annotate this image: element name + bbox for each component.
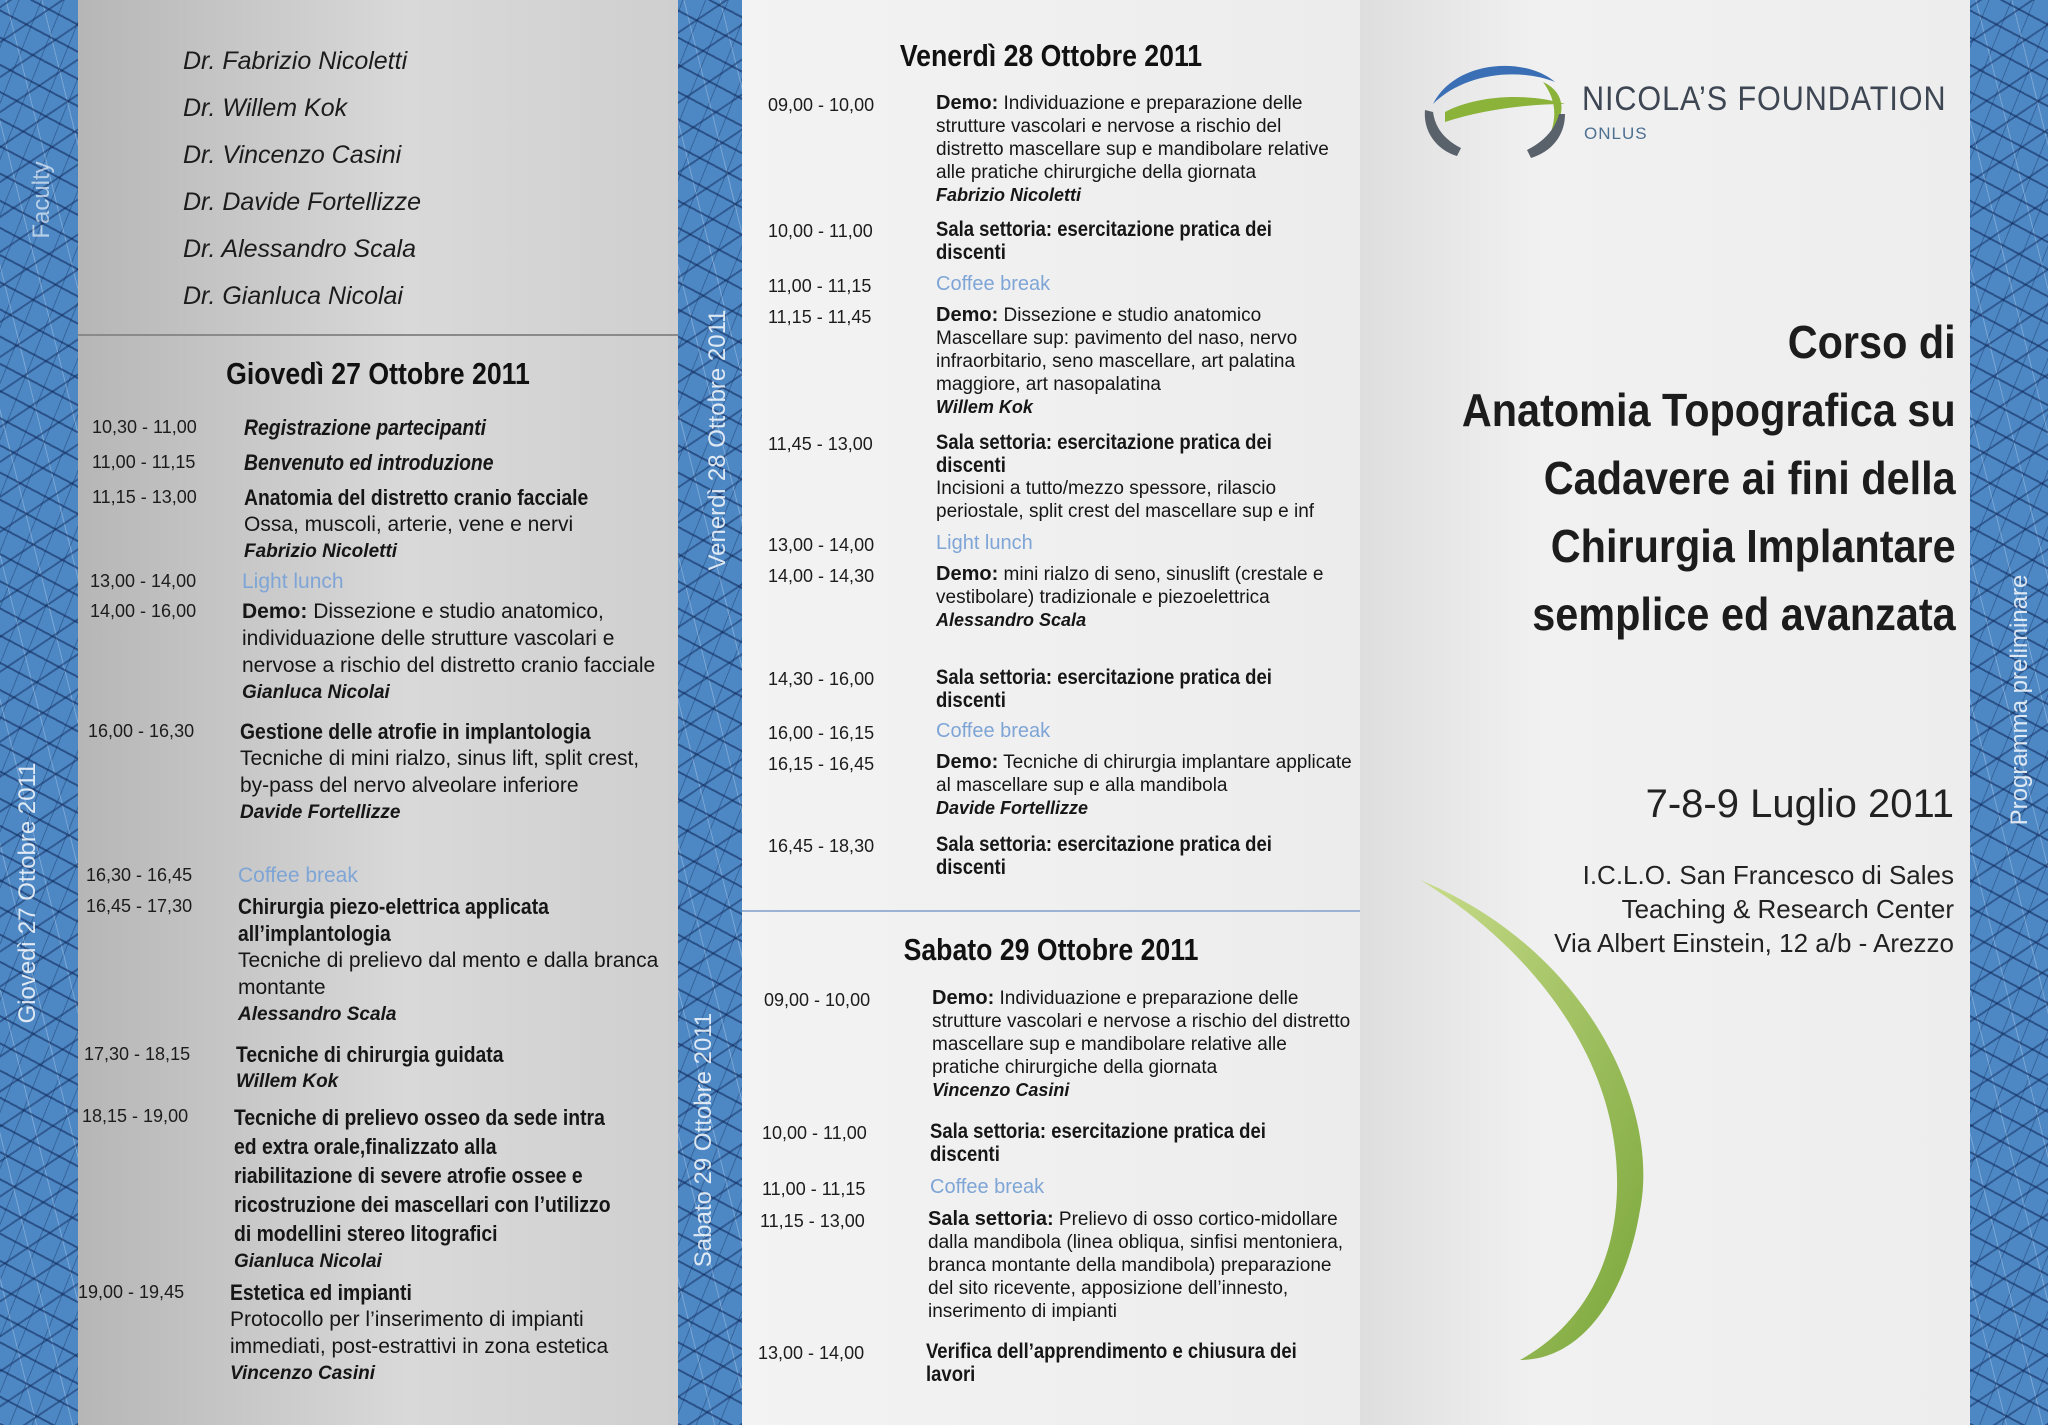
time-slot: 10,00 - 11,00 [762,1123,867,1143]
item-title: Registrazione partecipanti [244,415,487,440]
thursday-schedule [78,0,678,1425]
programma-spine-label: Programma preliminare [2006,574,2033,826]
right-spine-strip [1970,0,2048,1425]
break-label: Light lunch [242,570,344,593]
faculty-name: Dr. Willem Kok [183,94,348,122]
item-speaker: Alessandro Scala [936,610,1087,630]
panel-faculty-thursday [78,0,678,1425]
item-speaker: Fabrizio Nicoletti [936,185,1082,205]
item-prefix: Sala settoria: [928,1208,1054,1230]
course-title [1462,308,1956,648]
time-slot: 16,00 - 16,30 [88,721,195,741]
venue-line: Teaching & Research Center [1621,894,1954,924]
item-prefix: Demo: [242,600,308,623]
item-text: Tecniche di prelievo dal mento e dalla branca montante [238,949,659,999]
course-title-line: Corso di [1788,316,1956,368]
item-speaker: Davide Fortellizze [936,798,1089,818]
item-text: Tecniche di chirurgia implantare applicate al mascellare sup e alla mandibola [936,752,1352,796]
middle-spine-strip [678,0,742,1425]
faculty-name: Dr. Davide Fortellizze [183,188,422,216]
time-slot: 16,15 - 16,45 [768,754,875,774]
item-prefix: Demo: [936,751,999,773]
time-slot: 09,00 - 10,00 [764,990,871,1010]
item-speaker: Fabrizio Nicoletti [244,541,398,562]
item-text: Ossa, muscoli, arterie, vene e nervi [244,513,574,536]
time-slot: 11,00 - 11,15 [762,1179,866,1199]
item-prefix: Demo: [932,987,995,1009]
time-slot: 19,00 - 19,45 [78,1282,185,1302]
venue-line: Via Albert Einstein, 12 a/b - Arezzo [1554,928,1954,958]
time-slot: 14,00 - 14,30 [768,566,875,586]
brand-name: NICOLA’S FOUNDATION [1582,80,1947,118]
time-slot: 11,00 - 11,15 [768,276,872,296]
time-slot: 11,00 - 11,15 [92,452,196,472]
time-slot: 13,00 - 14,00 [768,535,875,555]
item-title: Sala settoria: esercitazione pratica dei discenti [930,1120,1266,1166]
break-label: Coffee break [238,864,358,887]
saturday-spine-label: Sabato 29 Ottobre 2011 [690,1012,717,1268]
time-slot: 16,45 - 17,30 [86,896,193,916]
item-text: Prelievo di osso cortico-midollare dalla mandibola (linea obliqua, sinfisi mentoniera, branca montante della mandibola) preparazione del sito ricevente, apposizione dell’innesto, inserimento di impianti [928,1209,1344,1322]
time-slot: 13,00 - 14,00 [90,571,197,591]
item-prefix: Demo: [936,563,999,585]
item-title: Tecniche di chirurgia guidata [236,1042,504,1067]
panel-friday-saturday [742,0,1360,1425]
item-title: Benvenuto ed introduzione [244,450,494,475]
venue-line: I.C.L.O. San Francesco di Sales [1582,860,1954,890]
item-text: Incisioni a tutto/mezzo spessore, rilascio periostale, split crest del mascellare sup e inf [936,478,1315,522]
item-text: Individuazione e preparazione delle strutture vascolari e nervose a rischio del distretto mascellare sup e mandibolare relative alle pratiche chirurgiche della giornata [932,988,1351,1078]
item-title: Estetica ed impianti [230,1280,412,1305]
item-speaker: Gianluca Nicolai [234,1251,382,1272]
thursday-spine-label: Giovedì 27 Ottobre 2011 [14,762,41,1024]
time-slot: 18,15 - 19,00 [82,1106,189,1126]
time-slot: 10,00 - 11,00 [768,221,873,241]
item-speaker: Alessandro Scala [238,1004,397,1025]
item-text: Tecniche di mini rialzo, sinus lift, split crest, by-pass del nervo alveolare inferiore [240,747,640,797]
foundation-logo-icon [1415,52,1575,172]
item-title: Sala settoria: esercitazione pratica dei discenti [936,833,1272,879]
faculty-spine-label: Faculty [28,161,55,239]
time-slot: 11,15 - 11,45 [768,307,872,327]
item-text: mini rialzo di seno, sinuslift (crestale e vestibolare) tradizionale e piezoelettrica [936,564,1324,608]
item-text: Dissezione e studio anatomico, individuazione delle strutture vascolari e nervose a rischio del distretto cranio facciale [242,600,656,677]
item-title: Sala settoria: esercitazione pratica dei discenti [936,218,1272,264]
friday-heading: Venerdì 28 Ottobre 2011 [899,38,1203,73]
item-prefix: Demo: [936,304,999,326]
item-title: Verifica dell’apprendimento e chiusura dei lavori [926,1340,1297,1386]
faculty-name: Dr. Alessandro Scala [183,235,416,263]
faculty-name: Dr. Vincenzo Casini [183,141,402,169]
item-text: Dissezione e studio anatomico Mascellare sup: pavimento del naso, nervo infraorbitario, seno mascellare, art palatina maggiore, art nasopalatina [936,305,1298,395]
course-title-line: Cadavere ai fini della [1544,452,1956,504]
time-slot: 13,00 - 14,00 [758,1343,865,1363]
saturday-heading: Sabato 29 Ottobre 2011 [903,932,1199,967]
item-title: Gestione delle atrofie in implantologia [240,719,591,744]
item-speaker: Willem Kok [936,397,1033,417]
time-slot: 16,00 - 16,15 [768,723,875,743]
time-slot: 11,15 - 13,00 [92,487,197,507]
time-slot: 09,00 - 10,00 [768,95,875,115]
saturday-schedule [742,0,1360,1425]
time-slot: 14,30 - 16,00 [768,669,875,689]
brand-subtitle: ONLUS [1584,124,1648,143]
crescent-moon-icon [1420,880,1680,1380]
item-speaker: Davide Fortellizze [240,802,401,823]
item-text: Individuazione e preparazione delle strutture vascolari e nervose a rischio del distretto mascellare sup e mandibolare relative alle pratiche chirurgiche della giornata [936,93,1329,183]
item-text: Protocollo per l’inserimento di impianti immediati, post-estrattivi in zona estetica [230,1308,609,1358]
left-spine-strip [0,0,78,1425]
time-slot: 16,30 - 16,45 [86,865,193,885]
friday-spine-label: Venerdì 28 Ottobre 2011 [704,309,731,571]
item-prefix: Demo: [936,92,999,114]
item-speaker: Gianluca Nicolai [242,682,390,703]
break-label: Light lunch [936,532,1033,554]
faculty-name: Dr. Gianluca Nicolai [183,282,403,310]
break-label: Coffee break [930,1176,1045,1198]
time-slot: 16,45 - 18,30 [768,836,875,856]
time-slot: 17,30 - 18,15 [84,1044,191,1064]
item-speaker: Vincenzo Casini [230,1363,375,1384]
panel-cover [1360,0,1970,1425]
course-title-line: Chirurgia Implantare [1551,520,1956,572]
time-slot: 11,45 - 13,00 [768,434,873,454]
course-title-line: Anatomia Topografica su [1462,384,1956,436]
break-label: Coffee break [936,720,1051,742]
course-title-line: semplice ed avanzata [1532,588,1956,640]
thursday-heading: Giovedì 27 Ottobre 2011 [226,356,530,391]
item-title: Chirurgia piezo-elettrica applicata all’implantologia [238,894,549,946]
item-title: Sala settoria: esercitazione pratica dei discenti [936,431,1272,477]
item-title: Anatomia del distretto cranio facciale [244,485,589,510]
time-slot: 11,15 - 13,00 [760,1211,865,1231]
time-slot: 14,00 - 16,00 [90,601,197,621]
item-speaker: Willem Kok [236,1071,339,1092]
course-dates: 7-8-9 Luglio 2011 [1645,782,1954,826]
item-speaker: Vincenzo Casini [932,1080,1070,1100]
item-title: Tecniche di prelievo osseo da sede intra ed extra orale,finalizzato alla riabilitazione di severe atrofie ossee e ricostruzione dei mascellari con l’utilizzo di modellini stereo litografici [234,1105,611,1246]
time-slot: 10,30 - 11,00 [92,417,197,437]
break-label: Coffee break [936,273,1051,295]
faculty-name: Dr. Fabrizio Nicoletti [183,47,408,75]
item-title: Sala settoria: esercitazione pratica dei discenti [936,666,1272,712]
